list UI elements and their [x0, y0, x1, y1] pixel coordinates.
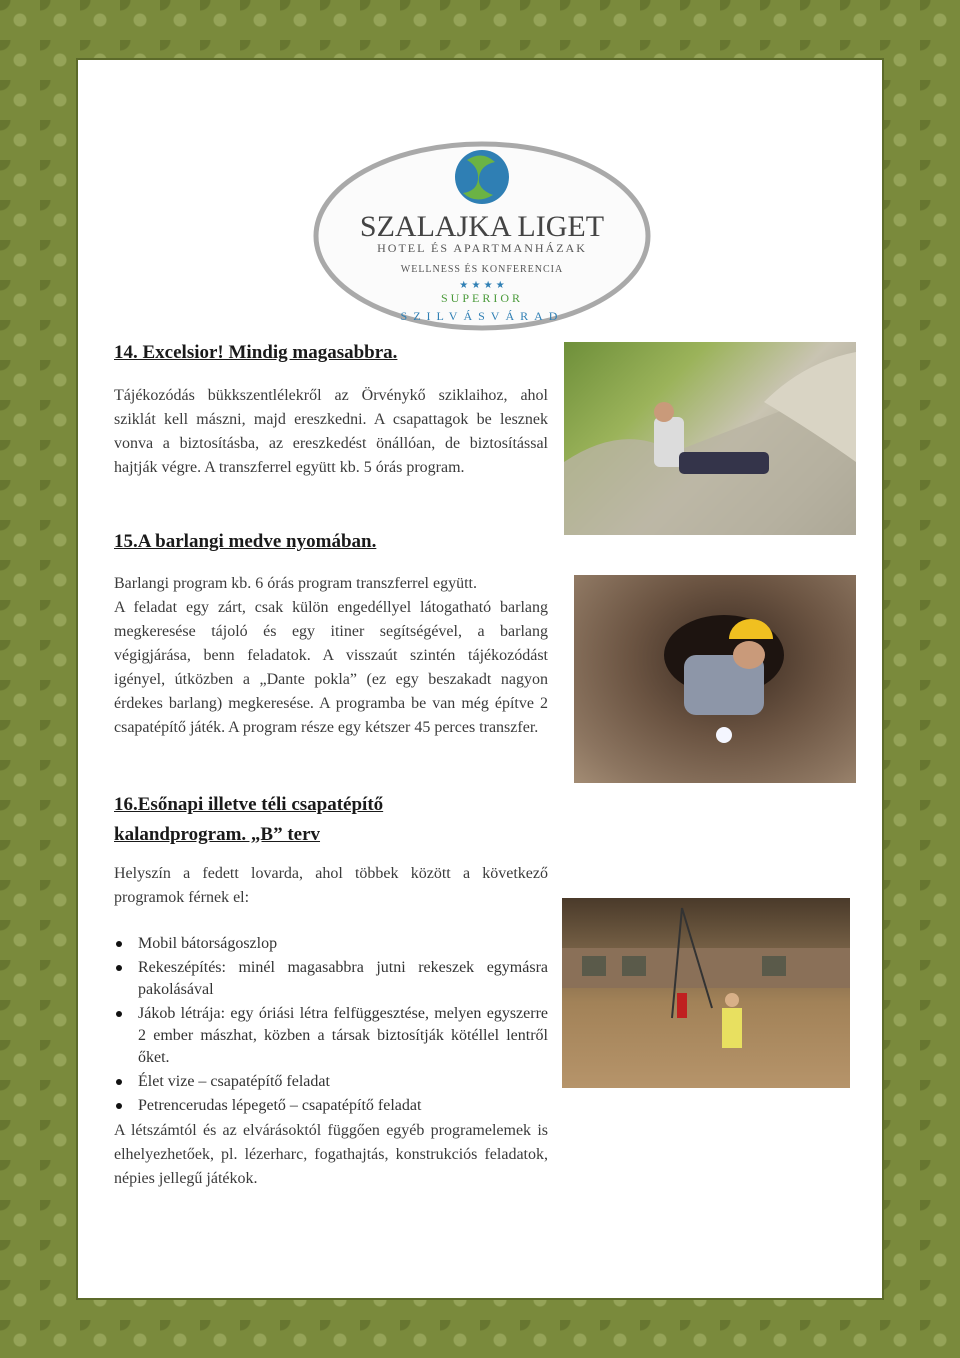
logo-grade: SUPERIOR [440, 291, 524, 305]
program-list [114, 933, 548, 1117]
section-14-heading: 14. Excelsior! Mindig magasabbra. [114, 342, 398, 363]
section-15-intro: Barlangi program kb. 6 órás program transzferrel együtt. [114, 575, 477, 592]
section-16-heading-line2: kalandprogram. „B” terv [114, 824, 321, 845]
arena-photo [562, 898, 850, 1088]
list-item: Élet vize – csapatépítő feladat [114, 1071, 548, 1093]
logo-stars: ★ ★ ★ ★ [459, 280, 505, 291]
list-item: Rekeszépítés: minél magasabbra jutni rekeszek egymásra pakolásával [114, 957, 548, 1001]
section-14-body: Tájékozódás bükkszentlélekről az Örvénykő sziklaihoz, ahol sziklát kell mászni, majd ereszkedni. A csapattagok be lesznek vonva a biztosításba, az ereszkedést önállóan, de biztosítással hajtják végre. A transzferrel együtt kb. 5 órás program. [114, 387, 548, 476]
section-16-intro: Helyszín a fedett lovarda, ahol többek között a következő programok férnek el: [114, 865, 548, 906]
list-item: Mobil bátorságoszlop [114, 933, 548, 955]
logo-town: SZILVÁSVÁRAD [400, 309, 564, 323]
section-16-heading [114, 790, 383, 850]
section-15-heading-text: 15.A barlangi medve nyomában. [114, 531, 377, 552]
hotel-logo [312, 140, 652, 340]
cave-photo [574, 575, 856, 783]
section-16-closing: A létszámtól és az elvárásoktól függően egyéb programelemek is elhelyezhetőek, pl. lézerharc, fogathajtás, konstrukciós feladatok, népies jellegű játékok. [114, 1122, 548, 1187]
climbing-photo [564, 342, 856, 535]
list-item: Jákob létrája: egy óriási létra felfüggesztése, melyen egyszerre 2 ember mászhat, közben a társak biztosítják kötéllel lentről őket. [114, 1003, 548, 1069]
section-15-body: A feladat egy zárt, csak külön engedéllyel látogatható barlang megkeresése tájoló és egy itiner segítségével, a barlang végigjárása, benn feladatok. A visszaút szintén tájékozódást igényel, útközben a „Dante pokla” (ez egy beszakadt nagyon érdekes barlang) megkeresése. A programba be van még építve 2 csapatépítő játék. A program része egy kétszer 45 perces transzfer. [114, 599, 548, 736]
section-16-heading-line1: 16.Esőnapi illetve téli csapatépítő [114, 794, 384, 815]
logo-subtitle: HOTEL ÉS APARTMANHÁZAK [377, 241, 587, 255]
logo-tagline: WELLNESS ÉS KONFERENCIA [400, 264, 564, 275]
list-item: Petrencerudas lépegető – csapatépítő feladat [114, 1095, 548, 1117]
section-15-heading [114, 531, 376, 553]
logo-name: SZALAJKA LIGET [359, 210, 605, 243]
